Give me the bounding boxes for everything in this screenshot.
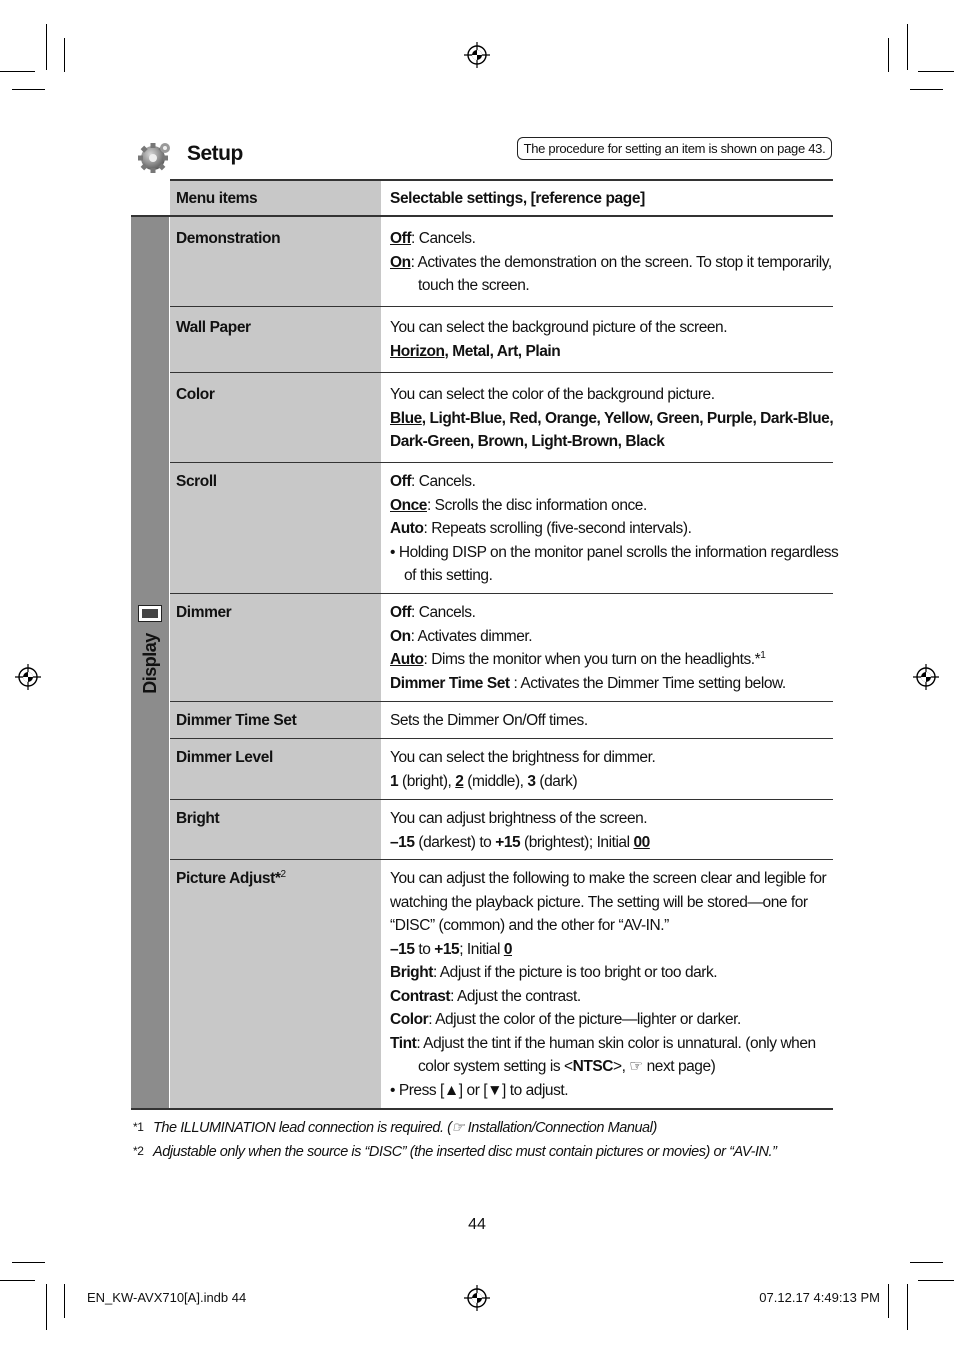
crop-mark — [12, 89, 45, 90]
table-rule — [131, 215, 833, 217]
crop-mark — [64, 1284, 65, 1318]
settings-line — [390, 494, 830, 518]
crop-mark — [46, 24, 47, 70]
settings-line — [390, 709, 830, 733]
crop-mark — [910, 89, 943, 90]
text-run: 0 — [503, 940, 512, 958]
table-rule — [131, 1108, 833, 1110]
settings-line — [390, 1079, 830, 1103]
crop-mark — [918, 71, 954, 72]
text-run: : Adjust the tint if the human skin color is unnatural. (only when — [416, 1034, 816, 1052]
text-run: 1 — [390, 772, 399, 790]
text-run: Sets the Dimmer On/Off times. — [390, 712, 588, 729]
settings-line — [390, 383, 830, 407]
crop-mark — [0, 71, 35, 72]
text-run: : Cancels. — [411, 604, 476, 621]
settings-line — [390, 564, 830, 588]
text-run: “DISC” (common) and the other for “AV-IN.” — [390, 917, 669, 934]
col-header-settings: Selectable settings, [reference page] — [390, 190, 645, 207]
text-run: • Press [▲] or [▼] to adjust. — [390, 1081, 569, 1099]
text-run: NTSC — [572, 1058, 613, 1075]
text-run: : Adjust if the picture is too bright or too dark. — [432, 964, 718, 981]
settings-line — [390, 938, 830, 962]
registration-mark-icon — [463, 41, 491, 69]
settings-line — [390, 430, 830, 454]
settings-line — [390, 648, 830, 672]
text-run: 3 — [527, 772, 536, 790]
settings-demonstration — [390, 227, 830, 298]
row-rule — [170, 372, 833, 373]
text-run: (bright), — [398, 772, 456, 790]
settings-line — [390, 251, 830, 275]
gear-icon — [138, 140, 172, 174]
text-run: You can adjust the following to make the screen clear and legible for — [390, 870, 827, 887]
row-rule — [170, 462, 833, 463]
text-run: Color — [390, 1011, 429, 1028]
settings-dimmer-time-set — [390, 709, 830, 733]
settings-line — [390, 541, 839, 565]
text-run: On — [390, 627, 411, 645]
text-run: On — [390, 253, 411, 271]
footnote-ref: 2 — [280, 868, 286, 880]
settings-line — [390, 831, 830, 855]
text-run: (dark) — [535, 772, 578, 790]
settings-line — [390, 985, 830, 1009]
menu-item-dimmer-time-set: Dimmer Time Set — [176, 712, 297, 729]
settings-line — [390, 891, 830, 915]
crop-mark — [907, 1284, 908, 1330]
settings-picture-adjust — [390, 867, 830, 1102]
settings-line — [390, 227, 830, 251]
text-run: : Cancels. — [411, 230, 476, 247]
settings-line — [390, 961, 830, 985]
settings-line — [390, 807, 830, 831]
row-rule — [170, 593, 833, 594]
settings-bright — [390, 807, 830, 854]
text-run: , Light-Blue, Red, Orange, Yellow, Green, Purple, Dark-Blue, — [421, 409, 834, 427]
text-run: of this setting. — [404, 567, 493, 584]
settings-line — [390, 625, 830, 649]
settings-line — [390, 517, 830, 541]
menu-item-label: Picture Adjust* — [176, 870, 281, 887]
text-run: , Metal, Art, Plain — [444, 342, 561, 360]
text-run: (middle), — [463, 772, 528, 790]
text-run: You can select the color of the background picture. — [390, 386, 715, 403]
crop-mark — [888, 1284, 889, 1318]
settings-line — [390, 914, 830, 938]
row-rule — [170, 306, 833, 307]
menu-item-demonstration: Demonstration — [176, 230, 281, 247]
text-run: Auto — [390, 520, 424, 537]
text-run: • Holding DISP on the monitor panel scrolls the information regardless — [390, 543, 839, 561]
registration-mark-icon — [912, 663, 940, 691]
procedure-note: The procedure for setting an item is shown on page 43. — [517, 137, 832, 160]
text-run: 1 — [760, 649, 766, 661]
text-run: 2 — [455, 772, 464, 790]
settings-wall-paper — [390, 316, 830, 363]
settings-line — [390, 470, 830, 494]
settings-line — [390, 672, 830, 696]
crop-mark — [12, 1262, 45, 1263]
settings-line — [390, 1032, 830, 1056]
row-rule — [170, 738, 833, 739]
menu-item-wall-paper: Wall Paper — [176, 319, 251, 336]
settings-line — [390, 1008, 830, 1032]
text-run: –15 — [390, 940, 415, 958]
settings-line — [390, 316, 830, 340]
settings-line — [390, 601, 830, 625]
menu-item-dimmer-level: Dimmer Level — [176, 749, 273, 766]
settings-line — [390, 340, 830, 364]
registration-mark-icon — [463, 1284, 491, 1312]
footnote-2 — [133, 1144, 777, 1160]
menu-item-dimmer: Dimmer — [176, 604, 232, 621]
text-run: You can select the brightness for dimmer. — [390, 749, 656, 766]
footnote-1 — [133, 1120, 657, 1136]
menu-item-scroll: Scroll — [176, 473, 217, 490]
crop-mark — [918, 1280, 954, 1281]
text-run: +15 — [434, 940, 460, 958]
text-run: : Activates the Dimmer Time setting below. — [509, 674, 786, 692]
text-run: Contrast — [390, 987, 451, 1005]
text-run: You can adjust brightness of the screen. — [390, 810, 648, 827]
row-rule — [170, 799, 833, 800]
text-run: Off — [390, 473, 412, 490]
display-side-tab — [131, 216, 169, 1109]
crop-mark — [907, 24, 908, 70]
text-run: color system setting is < — [418, 1058, 573, 1075]
registration-mark-icon — [14, 663, 42, 691]
footnote-mark: *2 — [133, 1144, 144, 1158]
settings-line — [390, 867, 830, 891]
text-run: Dark-Green, Brown, Light-Brown, Black — [390, 433, 665, 450]
text-run: : Activates dimmer. — [410, 627, 533, 645]
col-header-menu-items: Menu items — [176, 190, 258, 207]
crop-mark — [888, 38, 889, 72]
text-run: +15 — [495, 833, 521, 851]
settings-dimmer — [390, 601, 830, 695]
text-run: : Adjust the color of the picture—lighter or darker. — [428, 1011, 741, 1028]
row-rule — [170, 859, 833, 860]
text-run: Once — [390, 496, 427, 514]
crop-mark — [910, 1262, 943, 1263]
footer-timestamp: 07.12.17 4:49:13 PM — [759, 1290, 880, 1305]
text-run: touch the screen. — [418, 277, 530, 294]
page-title: Setup — [187, 142, 243, 165]
text-run: >, ☞ next page) — [612, 1058, 716, 1075]
text-run: –15 — [390, 833, 415, 851]
text-run: to — [414, 940, 435, 958]
settings-line — [390, 407, 834, 431]
text-run: ; Initial — [459, 940, 504, 958]
text-run: You can select the background picture of the screen. — [390, 319, 728, 336]
text-run: Tint — [390, 1034, 417, 1052]
text-run: : Activates the demonstration on the screen. To stop it temporarily, — [410, 253, 832, 271]
page-number: 44 — [468, 1216, 486, 1233]
text-run: : Dims the monitor when you turn on the headlights.* — [423, 651, 761, 668]
text-run: (brightest); Initial — [520, 833, 634, 851]
text-run: (darkest) to — [414, 833, 496, 851]
settings-dimmer-level — [390, 746, 830, 793]
table-rule — [170, 179, 833, 181]
row-rule — [170, 701, 833, 702]
text-run: Off — [390, 604, 412, 621]
text-run: Horizon — [390, 342, 445, 360]
crop-mark — [64, 38, 65, 72]
side-label: Display — [139, 632, 160, 694]
text-run: watching the playback picture. The setting will be stored—one for — [390, 893, 808, 911]
text-run: Auto — [390, 651, 424, 668]
settings-line — [390, 770, 830, 794]
crop-mark — [46, 1284, 47, 1330]
menu-item-picture-adjust — [176, 867, 286, 891]
settings-line — [390, 1055, 830, 1079]
text-run: Off — [390, 230, 412, 247]
text-run: Bright — [390, 964, 433, 981]
text-run: 00 — [633, 833, 650, 851]
monitor-icon — [138, 605, 162, 622]
footnote-text: The ILLUMINATION lead connection is required. (☞ Installation/Connection Manual) — [153, 1120, 657, 1136]
settings-line — [390, 274, 830, 298]
crop-mark — [0, 1280, 35, 1281]
settings-color — [390, 383, 834, 454]
text-run: : Adjust the contrast. — [450, 987, 581, 1005]
settings-line — [390, 746, 830, 770]
text-run: : Scrolls the disc information once. — [426, 496, 647, 514]
text-run: Blue — [390, 409, 422, 427]
text-run: : Repeats scrolling (five-second intervals). — [423, 520, 692, 537]
menu-item-color: Color — [176, 386, 215, 403]
settings-scroll — [390, 470, 839, 588]
footnote-text: Adjustable only when the source is “DISC” (the inserted disc must contain pictures or movies) or “AV-IN.” — [153, 1144, 777, 1160]
text-run: : Cancels. — [411, 473, 476, 490]
footer-file-name: EN_KW-AVX710[A].indb 44 — [87, 1290, 247, 1305]
text-run: Dimmer Time Set — [390, 674, 510, 692]
menu-item-bright: Bright — [176, 810, 220, 827]
footnote-mark: *1 — [133, 1120, 144, 1134]
